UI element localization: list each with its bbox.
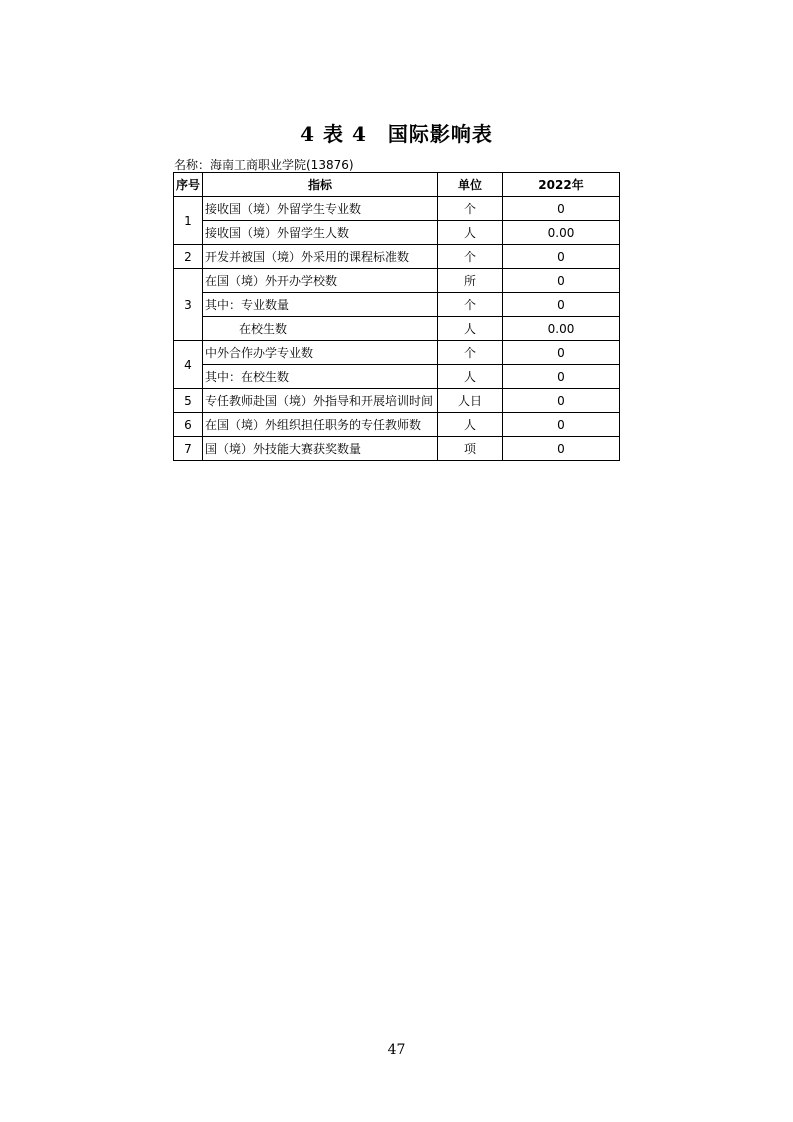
institution-name: 名称：海南工商职业学院(13876) bbox=[174, 158, 354, 172]
row-seq: 1 bbox=[174, 197, 203, 245]
table-row bbox=[174, 437, 620, 461]
row-value: 0 bbox=[503, 437, 620, 461]
row-indicator: 在国（境）外开办学校数 bbox=[203, 269, 438, 293]
row-value: 0 bbox=[503, 269, 620, 293]
row-unit: 个 bbox=[438, 341, 503, 365]
row-seq: 5 bbox=[174, 389, 203, 413]
row-value: 0 bbox=[503, 197, 620, 221]
row-unit: 个 bbox=[438, 293, 503, 317]
table-row bbox=[174, 389, 620, 413]
row-unit: 人 bbox=[438, 317, 503, 341]
row-unit: 人日 bbox=[438, 389, 503, 413]
table-row bbox=[174, 365, 620, 389]
row-seq: 6 bbox=[174, 413, 203, 437]
column-header-seq: 序号 bbox=[174, 173, 203, 197]
row-indicator: 专任教师赴国（境）外指导和开展培训时间 bbox=[203, 389, 438, 413]
column-header-year: 2022年 bbox=[503, 173, 620, 197]
table-row bbox=[174, 293, 620, 317]
row-value: 0 bbox=[503, 245, 620, 269]
column-header-indicator: 指标 bbox=[203, 173, 438, 197]
row-unit: 项 bbox=[438, 437, 503, 461]
international-influence-table bbox=[173, 172, 619, 461]
row-value: 0 bbox=[503, 341, 620, 365]
row-indicator: 其中：专业数量 bbox=[203, 293, 438, 317]
table-row bbox=[174, 341, 620, 365]
row-indicator: 中外合作办学专业数 bbox=[203, 341, 438, 365]
row-seq: 4 bbox=[174, 341, 203, 389]
table-row bbox=[174, 317, 620, 341]
row-seq: 7 bbox=[174, 437, 203, 461]
row-unit: 所 bbox=[438, 269, 503, 293]
row-unit: 人 bbox=[438, 413, 503, 437]
row-value: 0 bbox=[503, 389, 620, 413]
page-number: 47 bbox=[387, 1042, 406, 1058]
row-unit: 人 bbox=[438, 221, 503, 245]
row-unit: 人 bbox=[438, 365, 503, 389]
column-header-unit: 单位 bbox=[438, 173, 503, 197]
row-value: 0 bbox=[503, 365, 620, 389]
row-indicator: 接收国（境）外留学生人数 bbox=[203, 221, 438, 245]
row-indicator: 开发并被国（境）外采用的课程标准数 bbox=[203, 245, 438, 269]
row-indicator: 在校生数 bbox=[203, 317, 438, 341]
table-row bbox=[174, 221, 620, 245]
row-indicator: 国（境）外技能大赛获奖数量 bbox=[203, 437, 438, 461]
data-table bbox=[173, 172, 620, 461]
table-row bbox=[174, 413, 620, 437]
row-indicator: 在国（境）外组织担任职务的专任教师数 bbox=[203, 413, 438, 437]
row-value: 0 bbox=[503, 293, 620, 317]
row-value: 0.00 bbox=[503, 317, 620, 341]
row-unit: 个 bbox=[438, 245, 503, 269]
row-value: 0 bbox=[503, 413, 620, 437]
row-indicator: 接收国（境）外留学生专业数 bbox=[203, 197, 438, 221]
row-indicator: 其中：在校生数 bbox=[203, 365, 438, 389]
row-value: 0.00 bbox=[503, 221, 620, 245]
document-title: 4 表 4 国际影响表 bbox=[300, 122, 493, 146]
table-row bbox=[174, 269, 620, 293]
row-seq: 2 bbox=[174, 245, 203, 269]
table-row bbox=[174, 245, 620, 269]
row-seq: 3 bbox=[174, 269, 203, 341]
table-header-row bbox=[174, 173, 620, 197]
table-row bbox=[174, 197, 620, 221]
row-unit: 个 bbox=[438, 197, 503, 221]
